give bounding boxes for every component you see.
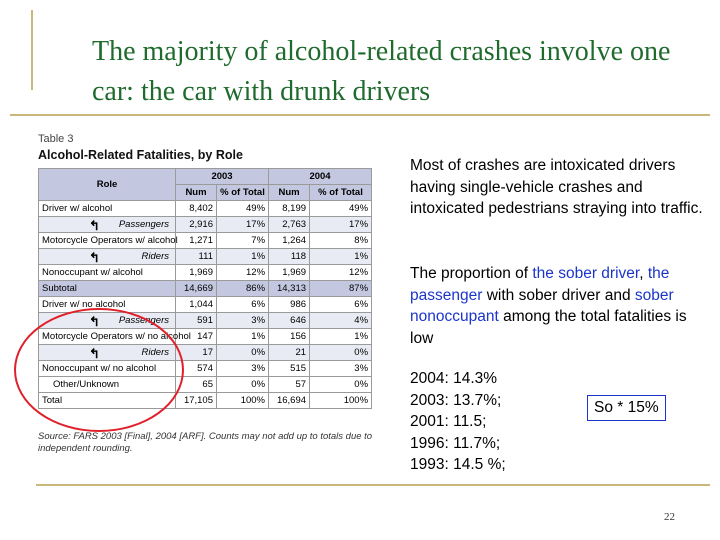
role-label: Passengers [118, 315, 169, 326]
value-cell-p03: 100% [217, 393, 269, 409]
decor-top-line [10, 114, 710, 116]
year-item: 2004: 14.3% [410, 370, 498, 387]
table-row [39, 201, 372, 217]
year-item: 2001: 11.5; [410, 413, 487, 430]
year-item: 2003: 13.7%; [410, 391, 502, 409]
value-cell-p04: 1% [310, 249, 372, 265]
role-label: Riders [141, 251, 169, 262]
value-cell-n03: 14,669 [176, 281, 217, 297]
value-cell-n03: 147 [176, 329, 217, 345]
value-cell-n03: 574 [176, 361, 217, 377]
turn-arrow-icon: ↰ [89, 314, 100, 329]
highlight-circle [14, 308, 184, 432]
turn-arrow-icon: ↰ [89, 218, 100, 233]
col-header-year-2003: 2003 [176, 169, 269, 185]
highlight-sober-nonoccupant: sober nonoccupant [410, 286, 674, 325]
value-cell-p04: 6% [310, 297, 372, 313]
value-cell-p04: 8% [310, 233, 372, 249]
value-cell-n04: 986 [269, 297, 310, 313]
value-cell-n04: 118 [269, 249, 310, 265]
table-caption: Table 3 [38, 133, 74, 145]
value-cell-n04: 21 [269, 345, 310, 361]
value-cell-n03: 17,105 [176, 393, 217, 409]
value-cell-p04: 100% [310, 393, 372, 409]
role-cell: Motorcycle Operators w/ no alcohol [39, 329, 176, 345]
value-cell-n03: 591 [176, 313, 217, 329]
value-cell-n04: 14,313 [269, 281, 310, 297]
table-heading: Alcohol-Related Fatalities, by Role [38, 148, 243, 162]
value-cell-n04: 515 [269, 361, 310, 377]
value-cell-p04: 12% [310, 265, 372, 281]
table-row [39, 249, 372, 265]
proportion-text-e: with sober driver and [482, 286, 635, 304]
role-cell: Nonoccupant w/ alcohol [39, 265, 176, 281]
col-header-num-2004: Num [269, 185, 310, 201]
value-cell-p03: 3% [217, 313, 269, 329]
value-cell-n03: 65 [176, 377, 217, 393]
proportion-text-g: among the total fatalities is low [410, 308, 687, 347]
table-source-note: Source: FARS 2003 [Final], 2004 [ARF]. Counts may not add up to totals due to independent rounding. [38, 431, 373, 454]
table-row [39, 281, 372, 297]
col-header-pct-2003: % of Total [217, 185, 269, 201]
value-cell-n04: 646 [269, 313, 310, 329]
value-cell-n03: 17 [176, 345, 217, 361]
value-cell-p04: 0% [310, 345, 372, 361]
table-row [39, 265, 372, 281]
value-cell-p03: 3% [217, 361, 269, 377]
value-cell-n04: 1,264 [269, 233, 310, 249]
proportion-text-c: , [639, 265, 648, 282]
value-cell-n03: 1,271 [176, 233, 217, 249]
col-header-pct-2004: % of Total [310, 185, 372, 201]
value-cell-n04: 1,969 [269, 265, 310, 281]
role-cell: Total [39, 393, 176, 409]
value-cell-p04: 87% [310, 281, 372, 297]
summary-box: So * 15% [587, 395, 666, 421]
table-row [39, 233, 372, 249]
value-cell-n03: 8,402 [176, 201, 217, 217]
value-cell-p04: 3% [310, 361, 372, 377]
value-cell-p03: 0% [217, 377, 269, 393]
value-cell-n04: 8,199 [269, 201, 310, 217]
role-cell: Nonoccupant w/ no alcohol [39, 361, 176, 377]
col-header-num-2003: Num [176, 185, 217, 201]
role-cell: Other/Unknown [39, 377, 176, 393]
role-cell: Subtotal [39, 281, 176, 297]
turn-arrow-icon: ↰ [89, 250, 100, 265]
value-cell-p04: 49% [310, 201, 372, 217]
value-cell-n03: 1,044 [176, 297, 217, 313]
value-cell-n03: 1,969 [176, 265, 217, 281]
value-cell-p03: 49% [217, 201, 269, 217]
value-cell-p03: 12% [217, 265, 269, 281]
role-cell: Motorcycle Operators w/ alcohol [39, 233, 176, 249]
value-cell-n03: 111 [176, 249, 217, 265]
value-cell-p03: 17% [217, 217, 269, 233]
year-percent-list [410, 368, 710, 476]
value-cell-n03: 2,916 [176, 217, 217, 233]
paragraph-intoxicated: Most of crashes are intoxicated drivers having single-vehicle crashes and intoxicated pedestrians straying into traffic. [410, 157, 703, 217]
year-item: 1996: 11.7%; [410, 434, 501, 452]
value-cell-p03: 7% [217, 233, 269, 249]
value-cell-p04: 0% [310, 377, 372, 393]
role-cell: Driver w/ no alcohol [39, 297, 176, 313]
slide-title: The majority of alcohol-related crashes involve one car: the car with drunk drivers [92, 36, 671, 107]
value-cell-p03: 86% [217, 281, 269, 297]
role-cell [39, 249, 176, 265]
role-cell [39, 217, 176, 233]
year-item: 1993: 14.5 %; [410, 456, 506, 473]
value-cell-n04: 16,694 [269, 393, 310, 409]
value-cell-p04: 17% [310, 217, 372, 233]
value-cell-p04: 1% [310, 329, 372, 345]
role-cell: Driver w/ alcohol [39, 201, 176, 217]
highlight-sober-driver: the sober driver [532, 265, 640, 282]
decor-bottom-line [36, 484, 710, 486]
decor-vertical-line [31, 10, 33, 90]
table-row [39, 217, 372, 233]
turn-arrow-icon: ↰ [89, 346, 100, 361]
role-label: Passengers [118, 219, 169, 230]
value-cell-p04: 4% [310, 313, 372, 329]
value-cell-n04: 2,763 [269, 217, 310, 233]
col-header-role: Role [39, 169, 176, 201]
proportion-text-a: The proportion of [410, 265, 533, 282]
col-header-year-2004: 2004 [269, 169, 372, 185]
page-number: 22 [664, 511, 675, 523]
highlight-passenger: the passenger [410, 265, 670, 304]
paragraph-proportion [410, 263, 710, 349]
value-cell-p03: 1% [217, 249, 269, 265]
value-cell-p03: 0% [217, 345, 269, 361]
value-cell-n04: 57 [269, 377, 310, 393]
role-label: Riders [141, 347, 169, 358]
value-cell-p03: 1% [217, 329, 269, 345]
value-cell-n04: 156 [269, 329, 310, 345]
value-cell-p03: 6% [217, 297, 269, 313]
